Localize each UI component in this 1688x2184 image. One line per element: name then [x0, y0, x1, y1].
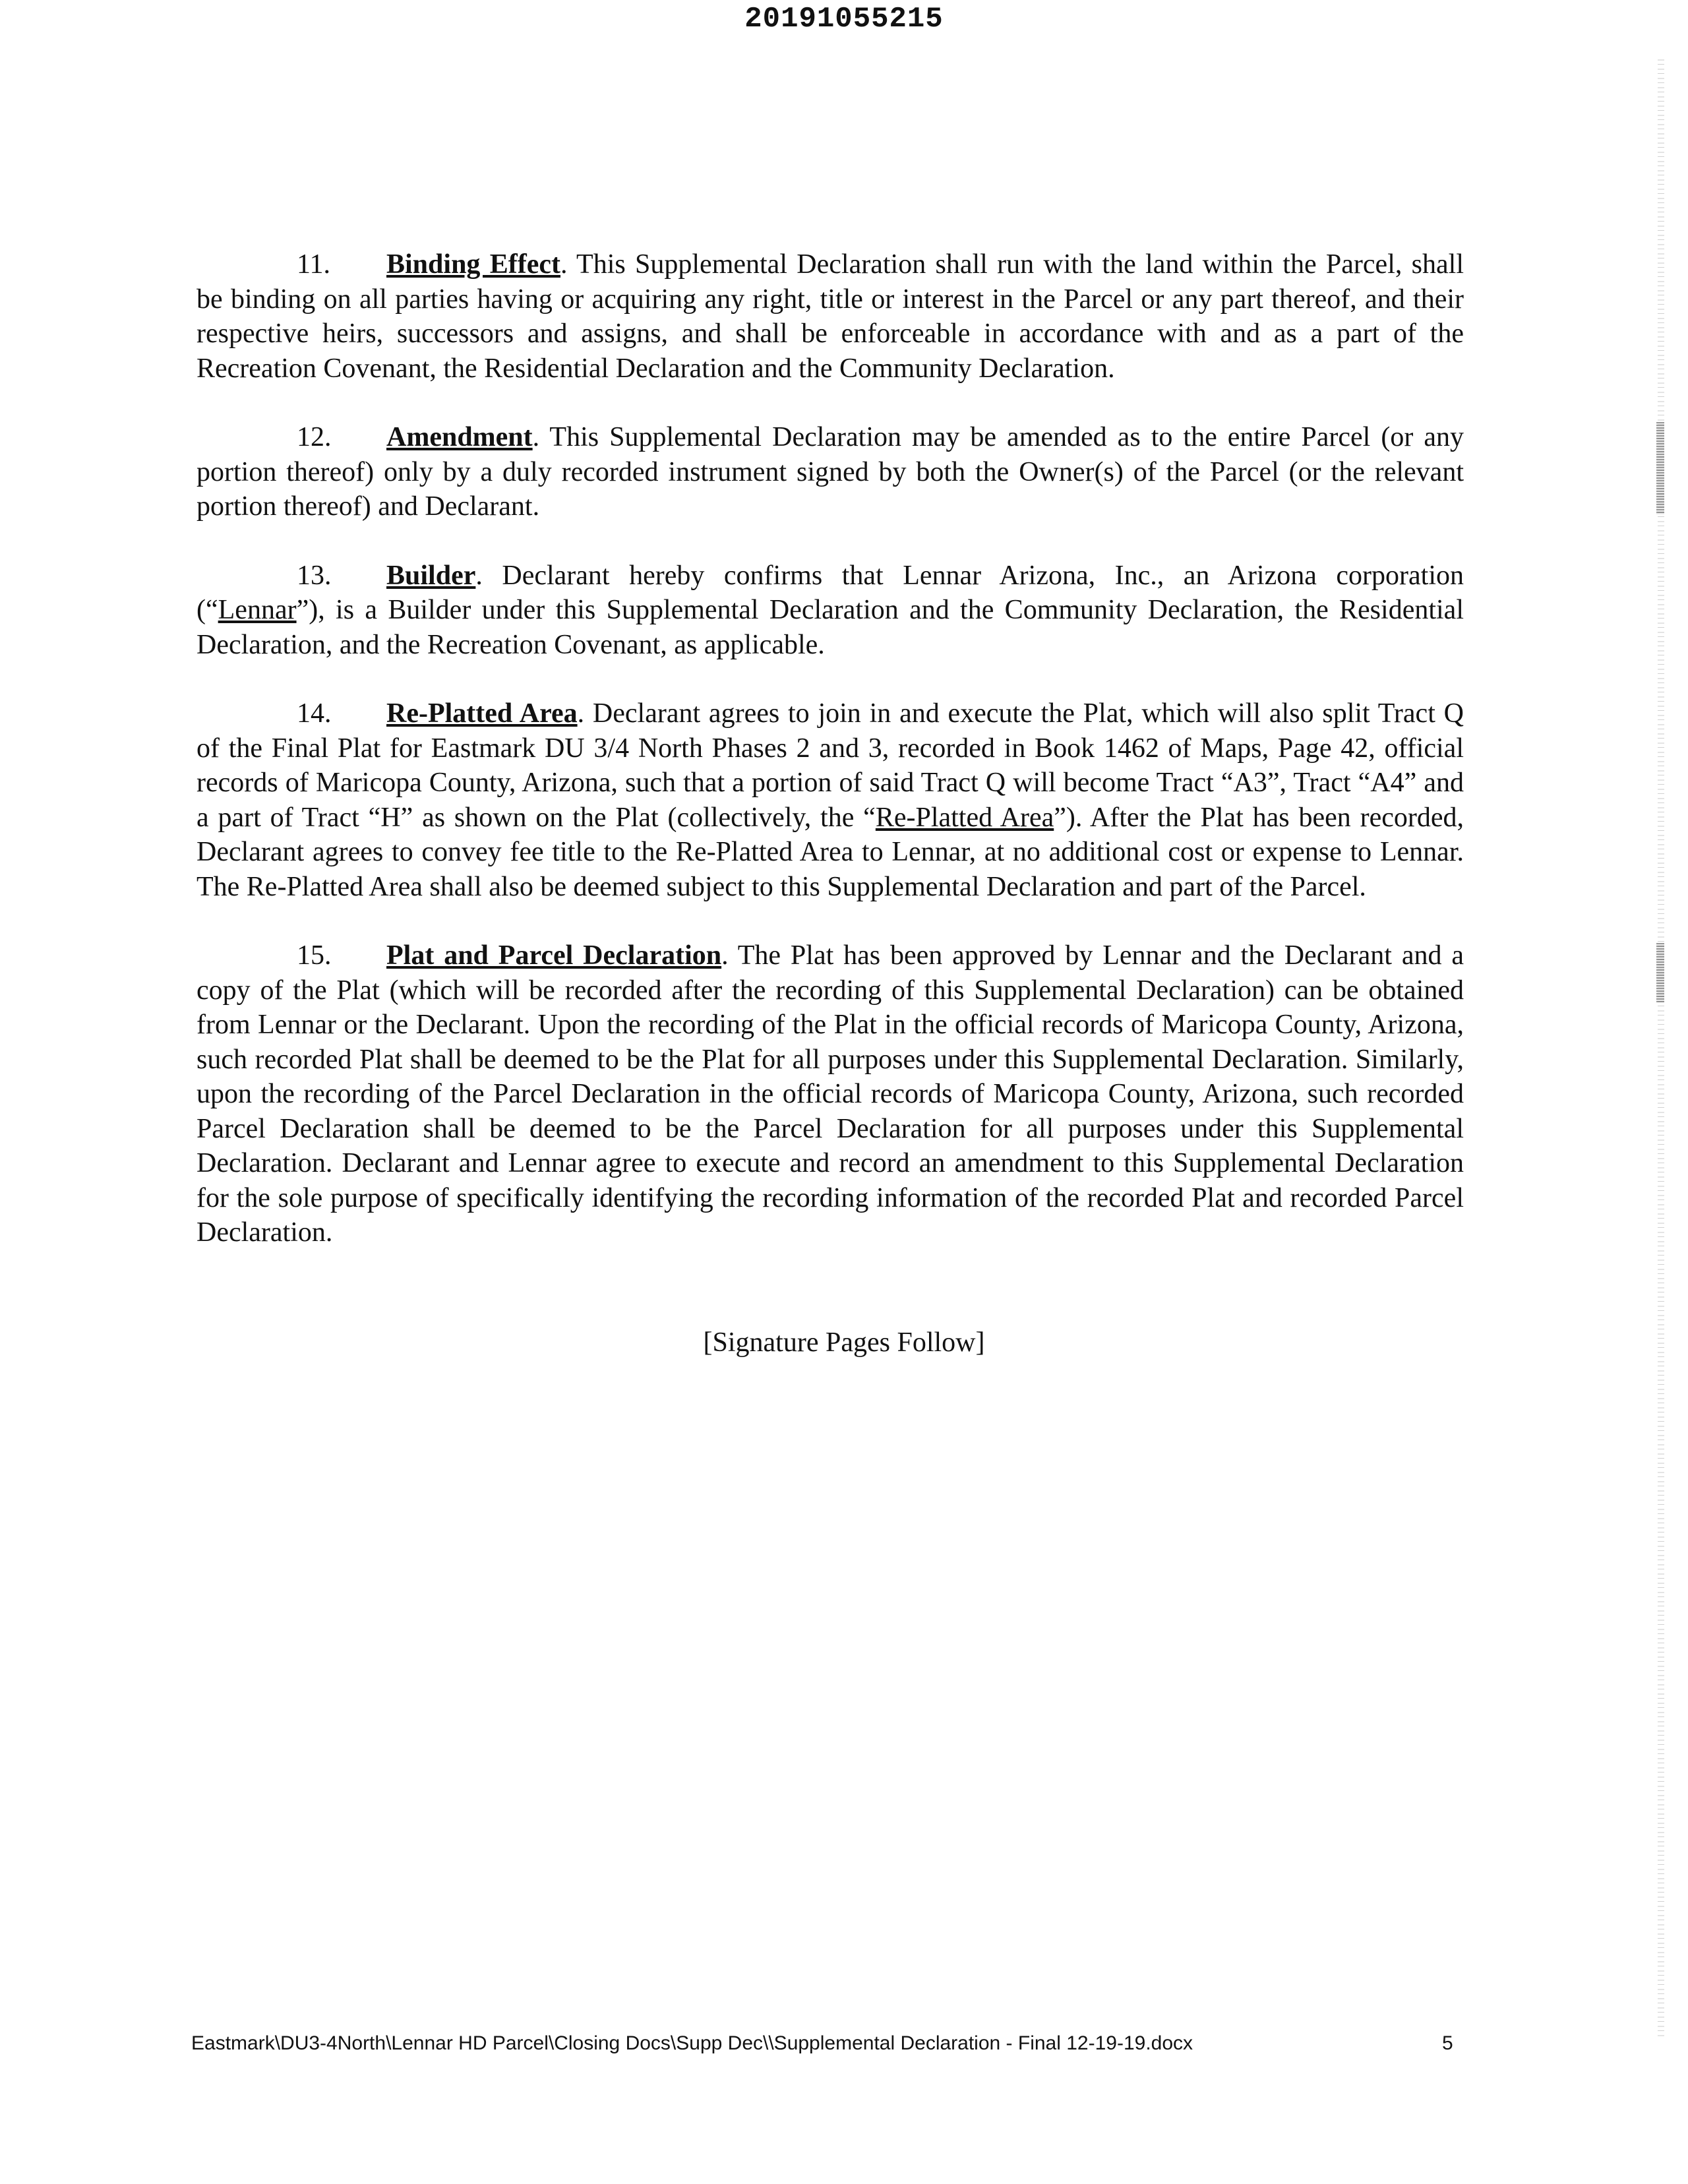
scan-edge-dark-mark [1656, 422, 1664, 514]
section-text-after: ”), is a Builder under this Supplemental Declaration and the Community Declaration, the Residential Declaration, and the Recreation Covenant, as applicable. [196, 595, 1464, 660]
scan-edge-artifact [1658, 59, 1664, 2038]
section-amendment [196, 420, 1464, 524]
scan-edge-dark-mark [1656, 943, 1664, 1002]
section-text: . This Supplemental Declaration may be amended as to the entire Parcel (or any portion thereof) only by a duly recorded instrument signed by both the Owner(s) of the Parcel (or the relevant portion thereof) and Declarant. [196, 422, 1464, 522]
section-number: 11. [297, 249, 330, 280]
section-number: 14. [297, 698, 332, 729]
section-heading: Binding Effect [386, 249, 560, 280]
document-body [196, 247, 1464, 1285]
section-builder [196, 559, 1464, 663]
section-heading: Re-Platted Area [386, 698, 578, 729]
section-binding-effect [196, 247, 1464, 386]
section-text: . The Plat has been approved by Lennar and the Declarant and a copy of the Plat (which will be recorded after the recording of this Supplemental Declaration) can be obtained from Lennar or the Declarant. Upon the recording of the Plat in the official records of Maricopa County, Arizona, such recorded Plat shall be deemed to be the Plat for all purposes under this Supplemental Declaration. Similarly, upon the recording of the Parcel Declaration in the official records of Maricopa County, Arizona, such recorded Parcel Declaration shall be deemed to be the Parcel Declaration for all purposes under this Supplemental Declaration. Declarant and Lennar agree to execute and record an amendment to this Supplemental Declaration for the sole purpose of specifically identifying the recording information of the recorded Plat and recorded Parcel Declaration. [196, 940, 1464, 1248]
section-text-before: . Declarant agrees to join in and execute the Plat, which will also split Tract Q of the Final Plat for Eastmark DU 3/4 North Phases 2 and 3, recorded in Book 1462 of Maps, Page 42, official records of Maricopa County, Arizona, such that a portion of said Tract Q will become Tract “A3”, Tract “A4” and a part of Tract “H” as shown on the Plat (collectively, the “ [196, 698, 1464, 833]
section-number: 15. [297, 940, 332, 971]
section-text: . This Supplemental Declaration shall run with the land within the Parcel, shall be binding on all parties having or acquiring any right, title or interest in the Parcel or any part thereof, and their respective heirs, successors and assigns, and shall be enforceable in accordance with and as a part of the Recreation Covenant, the Residential Declaration and the Community Declaration. [196, 249, 1464, 384]
section-re-platted-area [196, 696, 1464, 904]
section-heading: Amendment [386, 422, 533, 452]
section-heading: Plat and Parcel Declaration [386, 940, 722, 971]
defined-term-lennar: Lennar [218, 595, 297, 625]
footer-file-path: Eastmark\DU3-4North\Lennar HD Parcel\Closing Docs\Supp Dec\\Supplemental Declaration - Final 12-19-19.docx [191, 2032, 1193, 2054]
section-plat-and-parcel-declaration [196, 938, 1464, 1250]
section-number: 12. [297, 422, 332, 452]
page-number: 5 [1442, 2032, 1453, 2054]
section-number: 13. [297, 560, 332, 591]
signature-pages-note: [Signature Pages Follow] [703, 1327, 985, 1358]
section-text-after: ”). After the Plat has been recorded, Declarant agrees to convey fee title to the Re-Platted Area to Lennar, at no additional cost or expense to Lennar. The Re-Platted Area shall also be deemed subject to this Supplemental Declaration and part of the Parcel. [196, 802, 1464, 902]
defined-term-re-platted-area: Re-Platted Area [875, 802, 1054, 833]
section-text-before: . Declarant hereby confirms that Lennar Arizona, Inc., an Arizona corporation (“ [196, 560, 1464, 625]
recording-number: 20191055215 [744, 3, 944, 36]
section-heading: Builder [386, 560, 476, 591]
